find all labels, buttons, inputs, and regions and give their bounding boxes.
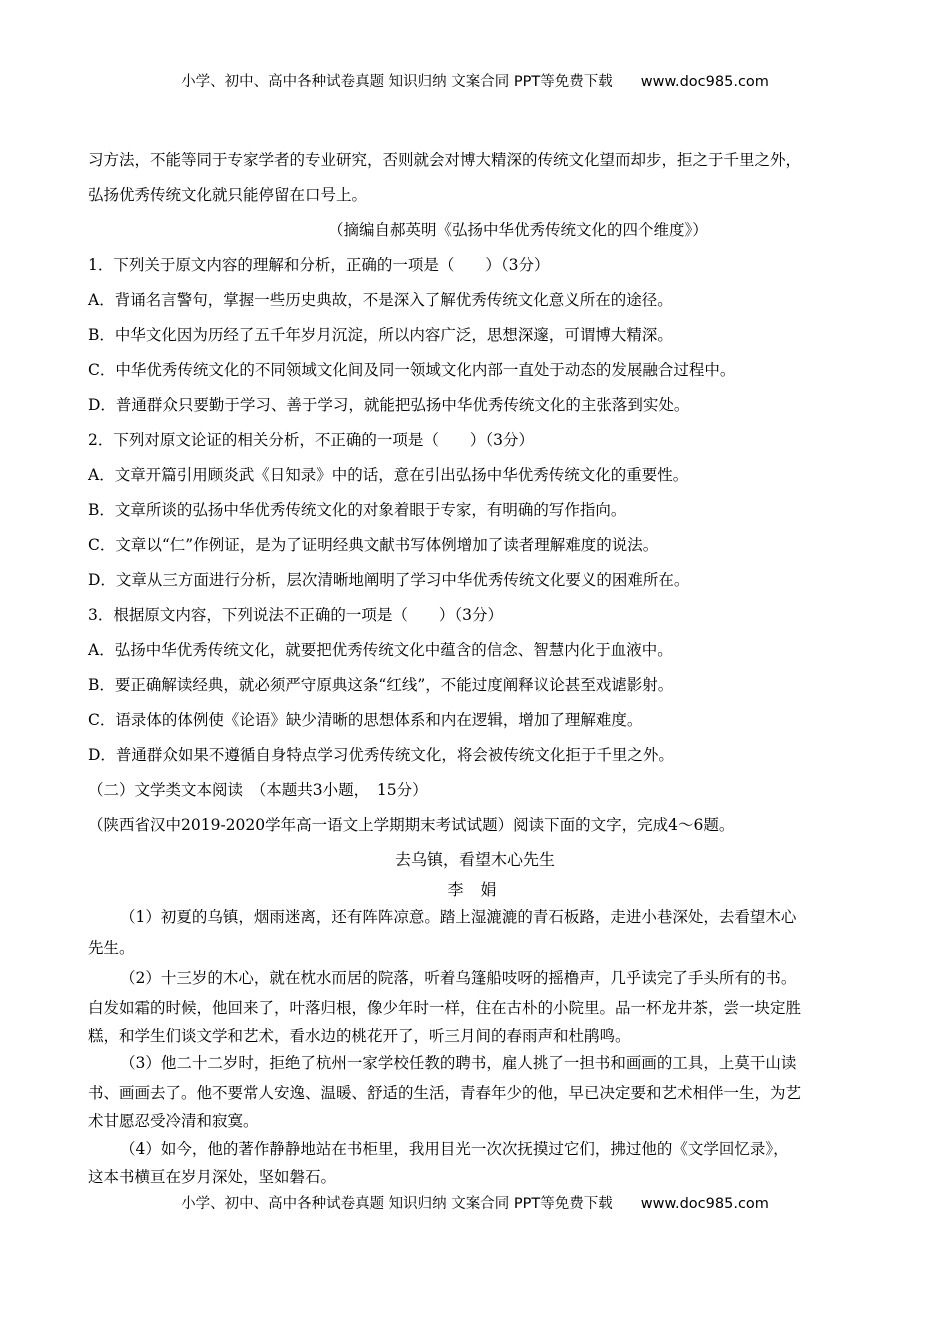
question-2-option-d: D．文章从三方面进行分析，层次清晰地阐明了学习中华优秀传统文化要义的困难所在。 [88,571,690,589]
question-2-option-a: A．文章开篇引用顾炎武《日知录》中的话，意在引出弘扬中华优秀传统文化的重要性。 [88,466,689,484]
paragraph-1-line: 先生。 [88,939,135,957]
article-source: （摘编自郝英明《弘扬中华优秀传统文化的四个维度》） [328,221,708,239]
question-3-option-b: B．要正确解读经典，就必须严守原典这条“红线”，不能过度阐释议论甚至戏谑影射。 [88,676,674,694]
paragraph-3-line: 术甘愿忍受冷清和寂寞。 [88,1112,259,1130]
question-1-option-c: C．中华优秀传统文化的不同领域文化间及同一领域文化内部一直处于动态的发展融合过程中。 [88,361,736,379]
question-2-option-c: C．文章以“仁”作例证，是为了证明经典文献书写体例增加了读者理解难度的说法。 [88,536,659,554]
header-site-link[interactable]: www.doc985.com [640,74,769,90]
article-author: 李 娟 [447,880,503,899]
paragraph-3-line: （3）他二十二岁时，拒绝了杭州一家学校任教的聘书，雇人挑了一担书和画画的工具，上莫干山读 [120,1054,797,1072]
paragraph-4-line: 这本书横亘在岁月深处，坚如磐石。 [88,1168,337,1186]
footer-site-link[interactable]: www.doc985.com [640,1196,769,1212]
page-footer [0,1192,950,1213]
paragraph-2-line: 白发如霜的时候，他回来了，叶落归根，像少年时一样，住在古朴的小院里。品一杯龙井茶，尝一块定胜 [88,999,802,1017]
paragraph-2-line: 糕，和学生们谈文学和艺术，看水边的桃花开了，听三月间的春雨声和杜鹃鸣。 [88,1027,631,1045]
section-source: （陕西省汉中2019-2020学年高一语文上学期期末考试试题）阅读下面的文字，完成4～6题。 [88,816,735,834]
paragraph-3-line: 书、画画去了。他不要常人安逸、温暖、舒适的生活，青春年少的他，早已决定要和艺术相伴一生，为艺 [88,1084,802,1102]
page-header [0,70,950,91]
question-2-option-b: B．文章所谈的弘扬中华优秀传统文化的对象着眼于专家，有明确的写作指向。 [88,501,627,519]
paragraph-line: 习方法，不能等同于专家学者的专业研究，否则就会对博大精深的传统文化望而却步，拒之于千里之外， [88,151,802,169]
question-3-option-c: C．语录体的体例使《论语》缺少清晰的思想体系和内在逻辑，增加了理解难度。 [88,711,643,729]
question-1-option-a: A．背诵名言警句，掌握一些历史典故，不是深入了解优秀传统文化意义所在的途径。 [88,291,673,309]
paragraph-1-line: （1）初夏的乌镇，烟雨迷离，还有阵阵凉意。踏上湿漉漉的青石板路，走进小巷深处，去看望木心 [120,908,797,926]
question-3-option-d: D．普通群众如果不遵循自身特点学习优秀传统文化，将会被传统文化拒于千里之外。 [88,746,674,764]
question-3-stem: 3．根据原文内容，下列说法不正确的一项是（ ）（3分） [88,606,503,624]
question-1-stem: 1．下列关于原文内容的理解和分析，正确的一项是（ ）（3分） [88,256,550,274]
question-1-option-d: D．普通群众只要勤于学习、善于学习，就能把弘扬中华优秀传统文化的主张落到实处。 [88,396,690,414]
paragraph-2-line: （2）十三岁的木心，就在枕水而居的院落，听着乌篷船吱呀的摇橹声，几乎读完了手头所有的书。 [120,969,797,987]
question-3-option-a: A．弘扬中华优秀传统文化，就要把优秀传统文化中蕴含的信念、智慧内化于血液中。 [88,641,673,659]
article-title: 去乌镇，看望木心先生 [394,850,555,869]
question-1-option-b: B．中华文化因为历经了五千年岁月沉淀，所以内容广泛，思想深邃，可谓博大精深。 [88,326,673,344]
footer-text: 小学、初中、高中各种试卷真题 知识归纳 文案合同 PPT等免费下载 [181,1196,613,1212]
header-text: 小学、初中、高中各种试卷真题 知识归纳 文案合同 PPT等免费下载 [181,74,613,90]
question-2-stem: 2．下列对原文论证的相关分析，不正确的一项是（ ）（3分） [88,431,534,449]
paragraph-4-line: （4）如今，他的著作静静地站在书柜里，我用目光一次次抚摸过它们，拂过他的《文学回忆录》， [120,1140,789,1158]
section-heading: （二）文学类文本阅读 （本题共3小题， 15分） [88,781,428,799]
paragraph-line: 弘扬优秀传统文化就只能停留在口号上。 [88,186,368,204]
